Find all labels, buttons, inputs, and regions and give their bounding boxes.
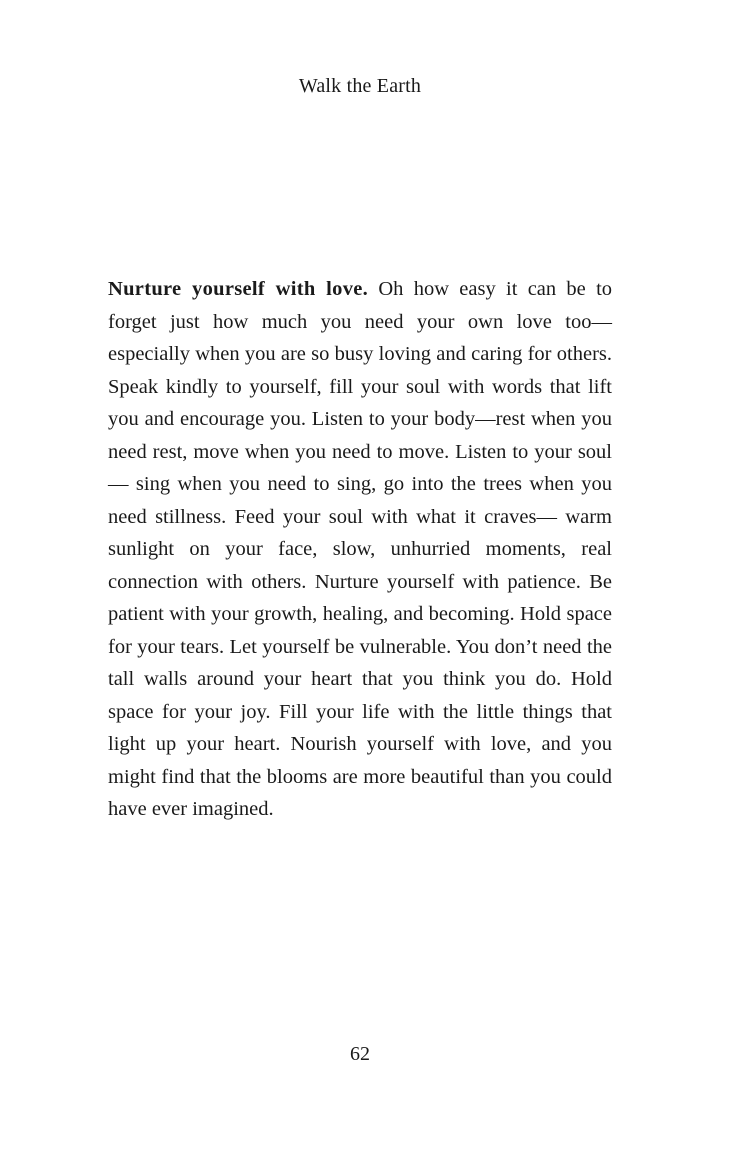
body-paragraph [108, 273, 612, 826]
paragraph-text: Oh how easy it can be to forget just how much you need your own love too—especially when you are so busy loving and caring for others. Speak kindly to yourself, fill your soul with words that lift you and encourage you. Listen to your body—rest when you need rest, move when you need to move. Listen to your soul— sing when you need to sing, go into the trees when you need stillness. Feed your soul with what it craves— warm sunlight on your face, slow, unhurried moments, real connection with others. Nurture yourself with patience. Be patient with your growth, healing, and becoming. Hold space for your tears. Let yourself be vulnerable. You don’t need the tall walls around your heart that you think you do. Hold space for your joy. Fill your life with the little things that light up your heart. Nourish yourself with love, and you might find that the blooms are more beautiful than you could have ever imagined. [108, 278, 613, 820]
running-header-title: Walk the Earth [298, 75, 422, 97]
page-number: 62 [350, 1043, 370, 1065]
lead-in-phrase: Nurture yourself with love. [108, 278, 369, 300]
